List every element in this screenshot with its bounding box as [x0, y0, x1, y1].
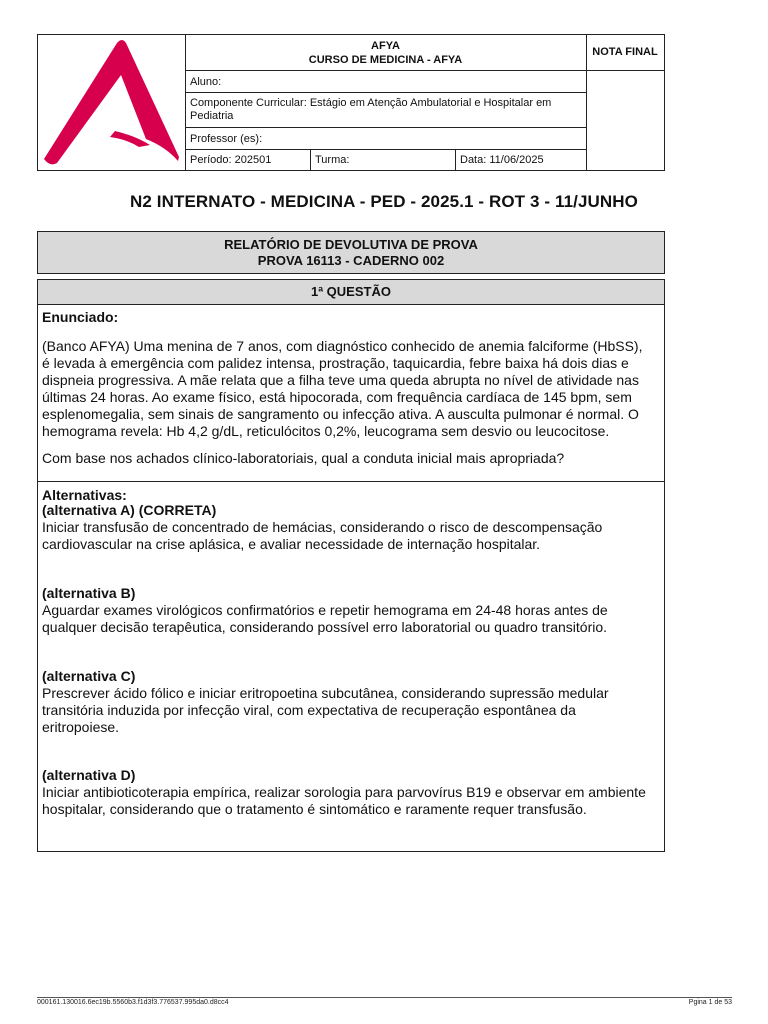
alternative-c-label: (alternativa C)	[42, 668, 136, 684]
alternatives-box	[37, 481, 665, 852]
alternative-b-line: qualquer decisão terapêutica, considerando possível erro laboratorial ou quadro transitório.	[42, 619, 608, 635]
statement-line: (Banco AFYA) Uma menina de 7 anos, com diagnóstico conhecido de anemia falciforme (HbSS),	[42, 338, 643, 354]
report-banner	[37, 231, 665, 274]
page-title: N2 INTERNATO - MEDICINA - PED - 2025.1 - ROT 3 - 11/JUNHO	[130, 192, 638, 211]
report-title: RELATÓRIO DE DEVOLUTIVA DE PROVA	[224, 237, 478, 252]
statement-line: hemograma revela: Hb 4,2 g/dL, reticulócitos 0,2%, leucograma sem desvio ou leucocitose.	[42, 423, 610, 439]
professor-label: Professor (es):	[190, 133, 263, 145]
statement-line: esplenomegalia, sem sinais de sangramento ou infecção ativa. A ausculta pulmonar é normal. O	[42, 406, 639, 422]
statement-box	[37, 304, 665, 482]
alternative-a-line: cardiovascular na crise aplásica, e avaliar necessidade de internação hospitalar.	[42, 536, 541, 552]
afya-logo-icon	[38, 35, 185, 170]
alternative-c-line: transitória induzida por infecção viral, com expectativa de recuperação espontânea da	[42, 702, 576, 718]
question-header	[37, 279, 665, 305]
question-prompt: Com base nos achados clínico-laboratoriais, qual a conduta inicial mais apropriada?	[42, 450, 565, 466]
footer-page-number: Pgina 1 de 53	[688, 999, 732, 1006]
alternative-a-label: (alternativa A) (CORRETA)	[42, 502, 217, 518]
institution-name: AFYA	[371, 40, 400, 52]
question-number: 1ª QUESTÃO	[311, 284, 391, 299]
component-label: Componente Curricular: Estágio em Atenção Ambulatorial e Hospitalar em	[190, 97, 552, 109]
course-name: CURSO DE MEDICINA - AFYA	[308, 54, 463, 66]
statement-line: é levada à emergência com palidez intensa, prostração, taquicardia, febre baixa há dois dias e	[42, 355, 629, 371]
component-label-cont: Pediatria	[190, 110, 234, 122]
period-value: Período: 202501	[190, 154, 272, 166]
alternative-c-line: Prescrever ácido fólico e iniciar eritropoetina subcutânea, considerando supressão medular	[42, 685, 609, 701]
class-label: Turma:	[315, 154, 350, 166]
student-label: Aluno:	[190, 76, 222, 88]
statement-line: últimas 24 horas. Ao exame físico, está hipocorada, com frequência cardíaca de 145 bpm, sem	[42, 389, 632, 405]
statement-label: Enunciado:	[42, 309, 119, 325]
alternative-a-line: Iniciar transfusão de concentrado de hemácias, considerando o risco de descompensação	[42, 519, 603, 535]
exam-date: Data: 11/06/2025	[460, 154, 544, 166]
alternative-b-line: Aguardar exames virológicos confirmatórios e repetir hemograma em 24-48 horas antes de	[42, 602, 608, 618]
statement-line: dispneia progressiva. A mãe relata que a filha teve uma queda abrupta no nível de atividade nas	[42, 372, 639, 388]
report-subtitle: PROVA 16113 - CADERNO 002	[257, 253, 445, 268]
footer-code: 000161.130016.6ec19b.5560b3.f1d3f3.776537.995da0.d8cc4	[37, 999, 229, 1006]
header-table	[37, 34, 665, 171]
afya-logo	[38, 35, 186, 170]
alternative-d-line: hospitalar, considerando que o tratamento é sintomático e raramente requer transfusão.	[42, 801, 587, 817]
footer-divider	[37, 997, 732, 998]
alternative-d-line: Iniciar antibioticoterapia empírica, realizar sorologia para parvovírus B19 e observar em ambiente	[42, 784, 646, 800]
alternatives-label: Alternativas:	[42, 487, 127, 503]
alternative-b-label: (alternativa B)	[42, 585, 136, 601]
alternative-c-line: eritropoiese.	[42, 719, 120, 735]
grade-label: NOTA FINAL	[592, 46, 658, 58]
alternative-d-label: (alternativa D)	[42, 767, 136, 783]
